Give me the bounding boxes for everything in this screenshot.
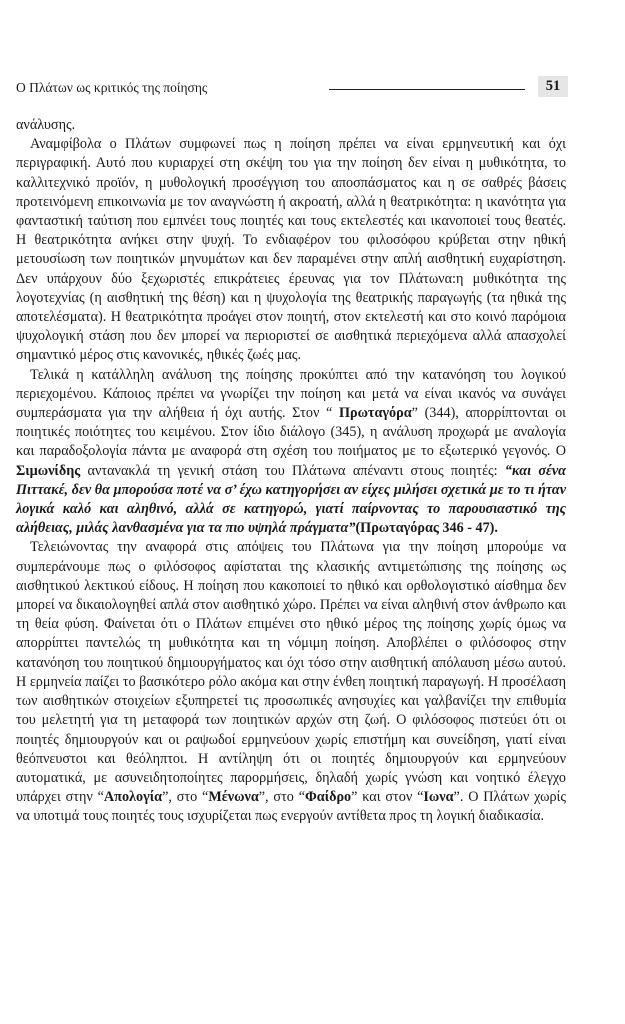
emphasis-text: Μένωνα bbox=[208, 789, 259, 806]
paragraph-1 bbox=[16, 116, 566, 135]
emphasis-text: Σιμωνίδης bbox=[16, 462, 81, 479]
emphasis-text: Απολογία bbox=[103, 789, 163, 806]
text-run: αντανακλά τη γενική στάση του Πλάτωνα απέναντι στους ποιητές: bbox=[80, 462, 505, 479]
paragraph-3 bbox=[16, 366, 566, 539]
running-header bbox=[16, 78, 576, 102]
text-run: Αναμφίβολα ο Πλάτων συμφωνεί πως η ποίηση πρέπει να είναι ερμηνευτική και όχι περιγραφική. Αυτό που κυριαρχεί στη σκέψη του για την ποίηση δεν είναι η μυθικότητα, το καλλιτεχνικό προϊόν, η μυθολογική προσέγγιση του αποσπάσματος και η σε σαθρές βάσεις προτεινόμενη επικοινωνία με τον αναγνώστη ή ακροατή, αλλά η θεατρικότητα: η ικανότητα για φανταστική ταύτιση που εμπνέει τους ποιητές και τους εκτελεστές και ικανοποιεί τους θεατές. Η θεατρικότητα ανήκει στην ψυχή. Το ενδιαφέρον του φιλοσόφου κρύβεται στην ηθική μετουσίωση των ποιητικών μηνυμάτων και δεν παραμένει στην απλή αισθητική ευχαρίστηση. Δεν υπάρχουν δύο ξεχωριστές επικράτειες έρευνας για τον Πλάτωνα:η μυθικότητα της λογοτεχνίας (η αισθητική της θέση) και η ψυχολογία της θεατρικής παραγωγής (τα ηθικά της αποτελέσματα). Η θεατρικότητα προάγει στον ποιητή, στον εκτελεστή και στο κοινό παρόμοια ψυχολογική στάση που δεν μπορεί να περιοριστεί σε αισθητικά περιεχόμενα αλλά απασχολεί σημαντικό μέρος στις κανονικές, ηθικές ζωές μας. bbox=[16, 136, 566, 364]
emphasis-text: Πρωταγόρα bbox=[338, 405, 412, 422]
page-number: 51 bbox=[538, 76, 568, 97]
running-title: Ο Πλάτων ως κριτικός της ποίησης bbox=[16, 80, 208, 95]
text-run: ”. Ο Πλάτων χωρίς να υποτιμά τους ποιητές τους ισχυρίζεται πως ενεργούν αντίθετα προς τη λογική διαδικασία. bbox=[16, 789, 566, 825]
text-run: ” (344), απορρίπτονται οι ποιητικές ποιότητες του κειμένου. Στον ίδιο διάλογο (345), η ανάλυση προχωρά με αναλογία και παραδοξολογία πάντα με αναφορά στη σχέση του ποιήματος με το εξωτερικό γεγονός. Ο bbox=[16, 405, 566, 460]
text-run: ” και στον “ bbox=[351, 789, 424, 806]
emphasis-text: Φαίδρο bbox=[305, 789, 352, 806]
text-run: Τελικά η κατάλληλη ανάλυση της ποίησης προκύπτει από την κατανόηση του λογικού περιεχομένου. Κάποιος πρέπει να γνωρίζει την ποίηση και μετά να είναι ικανός να συνάγει συμπεράσματα για την αλήθεια ή όχι αυτής. Στον “ bbox=[16, 366, 566, 422]
emphasis-text: “και σένα Πιττακέ, δεν θα μπορούσα ποτέ να σ’ έχω κατηγορήσει αν είχες μιλήσει σχετικά με το τι ήταν λογικά καλό και αληθινό, αλλά σε κατηγορώ, γιατί παίρνοντας το παρουσιαστικό της αλήθειας, μιλάς λανθασμένα για τα πιο υψηλά πράγματα” bbox=[16, 462, 566, 537]
text-run: ανάλυσης. bbox=[16, 117, 76, 133]
text-run: Τελειώνοντας την αναφορά στις απόψεις του Πλάτωνα για την ποίηση μπορούμε να συμπεράνουμε πως ο φιλόσοφος αφίσταται της κλασικής αντιμετώπισης της ποίησης ως αισθητικού λεκτικού είδους. Η ποίηση που κακοποιεί το ηθικό και ορθολογιστικό αίσθημα δεν μπορεί να δικαιολογηθεί απλά στον αισθητικό χώρο. Πρέπει να είναι αληθινή στον άνθρωπο και τη θεία φύση. Φαίνεται ότι ο Πλάτων επιμένει στο ηθικό μέρος της ποίησης χωρίς όμως να απορρίπτει παντελώς τη μυθικότητα και τη νόμιμη ποίηση. Αποβλέπει ο φιλόσοφος στην κατανόηση του ποιητικού δημιουργήματος και όχι τόσο στην αισθητική απόλαυση μέσω αυτού. Η ερμηνεία παίζει το βασικότερο ρόλο ακόμα και στην ένθεη ποιητική παραγωγή. Η προσέλαση των αισθητικών στοιχείων εξυπηρετεί τις προσωπικές ανησυχίες και γαλβανίζει την επιθυμία του μελετητή για τη μεταφορά των ποιητικών αρχών στη ζωή. Ο φιλόσοφος πιστεύει ότι οι ποιητές δημιουργούν και οι ραψωδοί ερμηνεύουν χωρίς επιστήμη και συνείδηση, γιατί είναι θεόπνευστοι και θεόληπτοι. Η αντίληψη ότι οι ποιητές δημιουργούν και ερμηνεύουν αυτοματικά, με ασυνειδητοποίητες παρορμήσεις, δηλαδή χωρίς γνώση και νοητικό έλεγχο υπάρχει στην “ bbox=[16, 539, 566, 806]
text-run: ”, στο “ bbox=[258, 789, 306, 806]
body-text bbox=[16, 116, 566, 827]
paragraph-4 bbox=[16, 538, 566, 826]
paragraph-2 bbox=[16, 135, 566, 365]
emphasis-text: (Πρωταγόρας 346 - 47). bbox=[355, 520, 498, 537]
emphasis-text: Ιωνα bbox=[423, 789, 454, 806]
header-rule bbox=[329, 89, 525, 90]
text-run: ”, στο “ bbox=[162, 789, 209, 806]
